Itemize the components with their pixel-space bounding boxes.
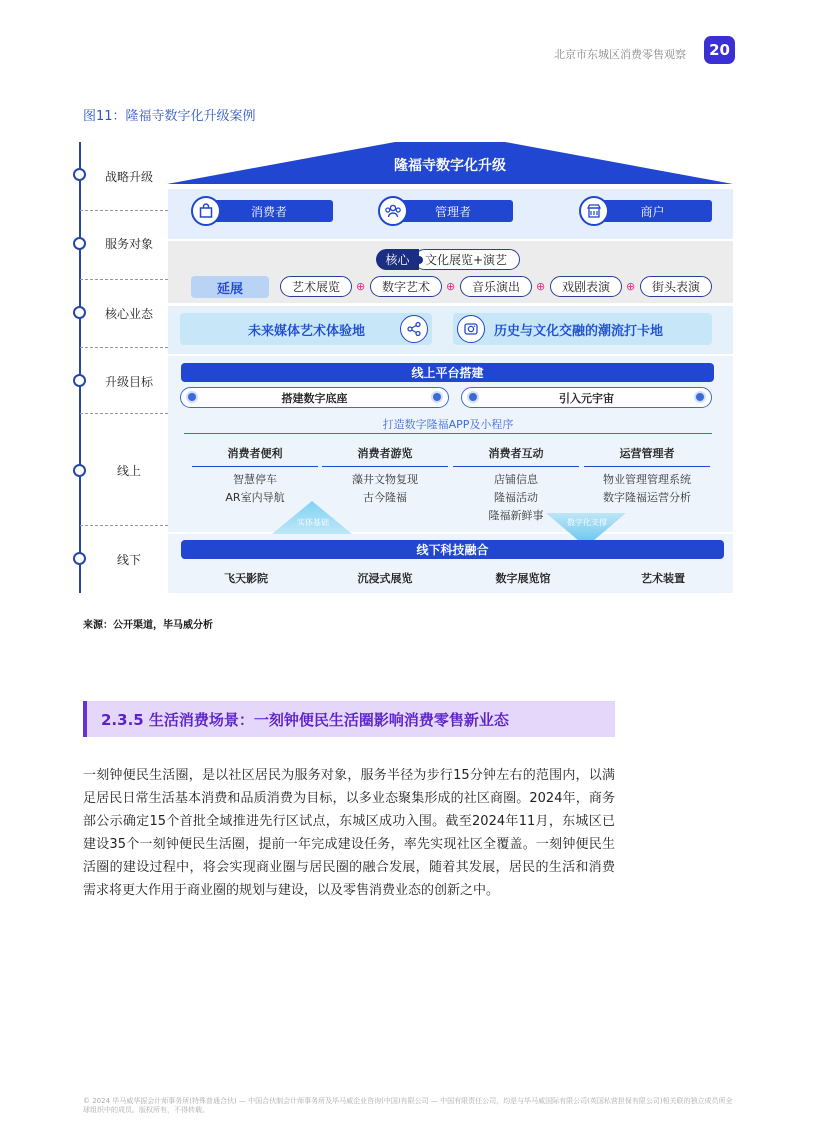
capsule-dot [469,393,477,401]
column-item: 藻井文物复现 [352,473,418,486]
capsule-metaverse [461,387,712,408]
running-header: 北京市东城区消费零售观察 [554,48,686,61]
column-item: 隆福活动 [494,491,538,504]
plus-icon: ⊕ [356,280,366,293]
online-column [453,445,579,523]
plus-icon: ⊕ [446,280,456,293]
timeline-dot [73,168,86,181]
extend-item: 艺术展览 [280,276,352,297]
extend-item: 街头表演 [640,276,712,297]
goal-media-art [180,313,432,345]
shopping-bag-icon [191,196,221,226]
core-label: 核心 [376,249,419,270]
group-icon [378,196,408,226]
copyright-footer: © 2024 毕马威华振会计师事务所(特殊普通合伙) — 中国合伙制会计师事务所及毕马威企业咨询(中国)有限公司 — 中国有限责任公司，均是与毕马威国际有限公司(英国私营担保有限公司)相关联的独立成员所全球组织中的成员。版权所有，不得转载。 [83,1097,733,1114]
offline-item: 飞天影院 [224,572,268,585]
online-column [322,445,448,505]
column-item: AR室内导航 [225,491,285,504]
target-manager: 管理者 [393,200,513,222]
extend-label: 延展 [191,276,269,298]
online-platform-bar: 线上平台搭建 [181,363,714,382]
core-value-pill [414,249,520,270]
goal-culture-spot [453,313,712,345]
column-item: 物业管理管理系统 [603,473,691,486]
stage-label: 线上 [117,464,142,478]
column-item: 古今隆福 [363,491,407,504]
stage-label: 战略升级 [105,170,154,184]
column-item: 店铺信息 [494,473,538,486]
stage-label: 升级目标 [105,375,154,389]
stage-label: 服务对象 [105,237,154,251]
plus-icon: ⊕ [536,280,546,293]
capsule-digital-base [180,387,449,408]
target-consumer: 消费者 [205,200,333,222]
column-header: 运营管理者 [584,445,710,467]
band-online [168,356,733,532]
figure-title: 图11：隆福寺数字化升级案例 [83,109,256,124]
app-caption: 打造数字隆福APP及小程序 [382,418,514,431]
timeline-dot [73,306,86,319]
section-title: 2.3.5 生活消费场景：一刻钟便民生活圈影响消费零售新业态 [101,710,509,729]
goal-label: 未来媒体艺术体验地 [248,323,366,339]
stage-divider [80,279,168,280]
stage-label: 核心业态 [105,307,154,321]
core-value: 文化展览+演艺 [424,253,507,267]
camera-icon [457,315,485,343]
stage-label: 线下 [117,553,142,567]
stage-divider [80,210,168,211]
app-divider [184,433,712,434]
column-header: 消费者互动 [453,445,579,467]
offline-bar: 线下科技融合 [181,540,724,559]
page-number: 20 [704,36,735,64]
column-header: 消费者游览 [322,445,448,467]
capsule-dot [188,393,196,401]
core-connector-dot [415,256,423,264]
column-item: 智慧停车 [233,473,277,486]
plus-icon: ⊕ [626,280,636,293]
column-item: 数字隆福运营分析 [603,491,691,504]
column-header: 消费者便利 [192,445,318,467]
extend-item: 戏剧表演 [550,276,622,297]
extend-item: 数字艺术 [370,276,442,297]
target-merchant: 商户 [593,200,712,222]
column-item: 隆福新鲜事 [488,509,544,522]
online-column [584,445,710,505]
capsule-dot [433,393,441,401]
offline-item: 沉浸式展览 [357,572,413,585]
digital-support-label: 数字化支撑 [567,518,607,527]
section-heading [83,701,615,737]
roof-title: 隆福寺数字化升级 [394,158,506,174]
capsule-dot [696,393,704,401]
storefront-icon [579,196,609,226]
offline-item: 数字展览馆 [495,572,551,585]
stage-divider [80,525,168,526]
timeline-dot [73,237,86,250]
online-column [192,445,318,505]
timeline-dot [73,464,86,477]
share-icon [400,315,428,343]
capsule-label: 搭建数字底座 [281,391,348,405]
goal-label: 历史与文化交融的潮流打卡地 [494,323,664,339]
timeline-dot [73,552,86,565]
stage-divider [80,347,168,348]
stage-divider [80,413,168,414]
capsule-label: 引入元宇宙 [559,391,614,405]
timeline-dot [73,374,86,387]
offline-item: 艺术装置 [641,572,685,585]
physical-base-label: 实体基础 [297,518,329,527]
body-paragraph: 一刻钟便民生活圈，是以社区居民为服务对象，服务半径为步行15分钟左右的范围内，以满足居民日常生活基本消费和品质消费为目标，以多业态聚集形成的社区商圈。2024年，商务部公示确定15个首批全域推进先行区试点，东城区成功入围。截至2024年11月，东城区已建设35个一刻钟便民生活圈，提前一年完成建设任务，率先实现社区全覆盖。一刻钟便民生活圈的建设过程中，将会实现商业圈与居民圈的融合发展，随着其发展，居民的生活和消费需求将更大作用于商业圈的规划与建设，以及零售消费业态的创新之中。 [83,768,615,898]
extend-item: 音乐演出 [460,276,532,297]
figure-source: 来源：公开渠道，毕马威分析 [83,620,213,631]
